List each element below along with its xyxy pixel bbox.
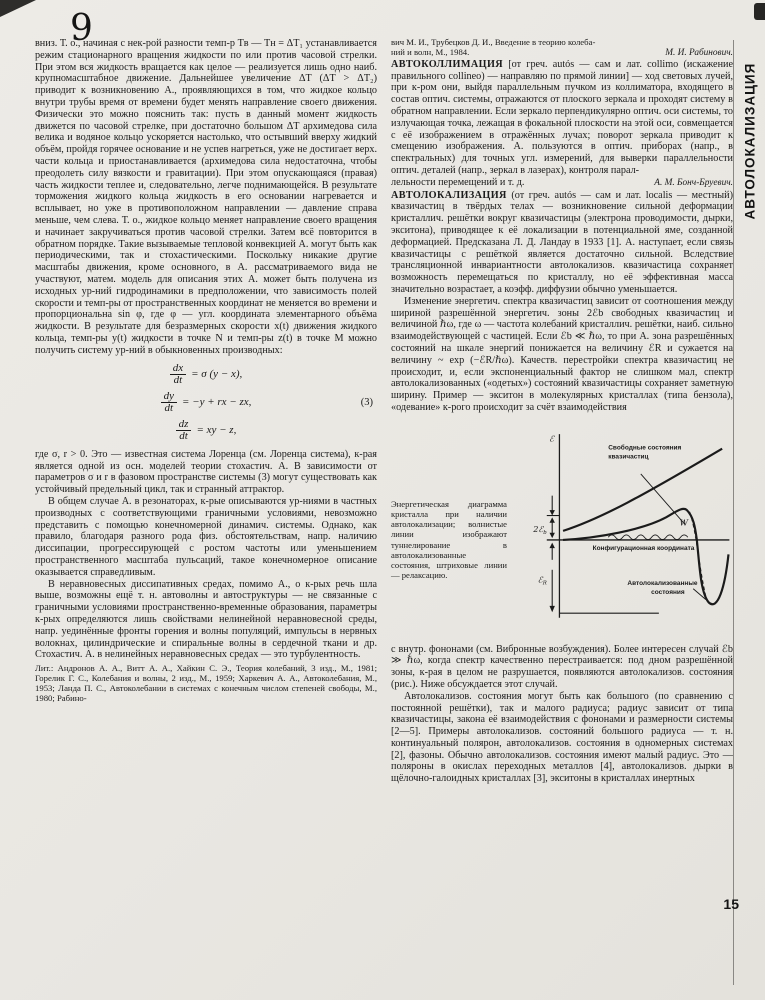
denominator: dt <box>164 402 174 415</box>
entry-tail-text: лельности перемещений и т. д. <box>391 176 525 188</box>
equation-rhs: = −y + rx − zx, <box>181 395 252 408</box>
free-states-curve <box>563 448 722 530</box>
equation-row-3 <box>35 419 377 443</box>
autolocalized-potential-curve <box>563 509 728 604</box>
autolocalized-label-line1: Автолокализованные <box>627 579 698 587</box>
arrowhead <box>549 542 554 547</box>
denominator: dt <box>179 430 188 443</box>
equation-number: (3) <box>360 396 373 408</box>
equation-row-1 <box>35 363 377 387</box>
arrowhead <box>549 510 554 515</box>
scan-artifact-top-left <box>0 0 36 17</box>
margin-running-title: АВТОЛОКАЛИЗАЦИЯ <box>742 62 758 220</box>
paragraph-autowaves: В неравновесных диссипативных средах, помимо А., о к-рых речь шла выше, возможны ещё т. н. автоволны и автоструктуры — не связанные с граничными условиями пространственно-временные образования, параметры к-рых определяются лишь свойствами нелинейной неравновесной среды, напр. уединённые фронты горения и волны популяций, импульсы в нервных волокнах, цилиндрические и спиральные волны в сердечной ткани и др. Стохастич. А. в нелинейных неравновесных средах — это турбулентность. <box>35 578 377 661</box>
literature-continuation-line2 <box>391 48 733 59</box>
right-column <box>391 38 733 785</box>
entry-body-autocollimation: [от греч. autós — сам и лат. collimo (искажение правильного collineo) — направляю по прямой линии] — ход световых лучей, при к-ром они, выйдя параллельным пучком из коллиматора, входящего в состав оптич. системы, отражаются от плоского зеркала и проходят систему в обратном направлении. Если зеркало перпендикулярно оптич. оси системы, то излучающая точка, лежащая в фокальной плоскости на этой оси, совмещается с её изображением в отражённых лучах; поворот зеркала приводит к смещению изображения. А. пользуются в оптич. приборах (напр., в спектральных) для точных угл. измерений, для выверки параллельности оптич. деталей (напр., зеркал в лазерах), контроля парал- <box>391 58 733 176</box>
y-axis-label: ℰ <box>549 433 555 444</box>
entry-headword-autocollimation: АВТОКОЛЛИМАЦИЯ <box>391 58 504 70</box>
figure-art <box>507 424 733 640</box>
paragraph-resonators: В общем случае А. в резонаторах, к-рые описываются ур-ниями в частных производных с соответствующими граничными условиями, невозможно представить с помощью конечномерной динамич. системы. Однако, как правило, благодаря разного рода физ. обстоятельствам, напр. наличию диссипации, прогрессирующей с ростом частоты или уменьшением пространственного масштаба пульсаций, такое конечномерное описание оказывается справедливым. <box>35 495 377 578</box>
paragraph-lorenz-system: где σ, r > 0. Это — известная система Лоренца (см. Лоренца система), к-рая является одной из осн. моделей теории стохастич. А. В зависимости от параметров σ и r в фазовом пространстве системы (3) могут существовать как устойчивый предельный цикл, так и странный аттрактор. <box>35 448 377 496</box>
paragraph-phonons: с внутр. фононами (см. Вибронные возбуждения). Более интересен случай ℰb ≫ ℏω, когда спектр качественно перестраивается: под дном разрешённой зоны, к-рая в целом не разрушается, появляются автолокализов. состояния (рис.). Ниже обсуждается этот случай. <box>391 643 733 690</box>
numerator: dy <box>161 391 177 404</box>
author-byline-bonch-bruevich: А. М. Бонч-Бруевич. <box>654 177 733 188</box>
relaxation-dashed-line <box>690 512 707 601</box>
band-width-label <box>532 524 547 536</box>
numerator: dx <box>170 363 186 376</box>
entry-autocollimation-lastline <box>391 177 733 190</box>
entry-autolocalization <box>391 190 733 296</box>
arrowhead <box>549 517 554 522</box>
entry-headword-autolocalization: АВТОЛОКАЛИЗАЦИЯ <box>391 189 507 201</box>
band-width-label-sub: b <box>543 529 547 536</box>
page-folio: 9 <box>70 8 93 49</box>
literature-continuation-line1: вич М. И., Трубецков Д. И., Введение в теорию колеба- <box>391 37 596 47</box>
free-states-label-line2: квазичастиц <box>608 453 649 461</box>
left-column <box>35 38 377 785</box>
entry-autocollimation <box>391 59 733 177</box>
scan-artifact-top-right <box>754 3 765 20</box>
equation-row-2 <box>35 391 377 415</box>
energy-diagram-svg <box>507 424 733 636</box>
energy-diagram-figure <box>391 424 733 640</box>
entry-body-autolocalization-p1: (от греч. autós — сам и лат. localis — местный) квазичастиц в твёрдых телах — возникновение сильной деформации кристаллич. решётки вокруг квазичастицы (электрона проводимости, дырки, экситона), приводящее к её локализации в потенциальной яме, созданной деформацией. Предсказана Л. Д. Ландау в 1933 [1]. А. наступает, если связь квазичастицы с решёткой является достаточно сильной. Вследствие трансляционной инвариантности автолокализов. квазичастица сохраняет возможность перемещаться по кристаллу, но её эффективная масса значительно возрастает, а коэфф. диффузии обычно уменьшается. <box>391 189 734 295</box>
equation-rhs: = σ (y − x), <box>191 367 243 380</box>
tunneling-wavy-line <box>608 535 688 540</box>
lorenz-equations <box>35 363 377 443</box>
barrier-label: W <box>679 517 689 528</box>
relaxation-energy-label-sub: R <box>542 580 547 587</box>
relaxation-energy-label-main: ℰ <box>537 574 543 585</box>
figure-caption: Энергетическая диаграмма кристалла при наличии автолокализации; волнистые линии изображают туннелирование в автолокализованные состояния, штриховые линии — релаксацию. <box>391 498 507 581</box>
author-byline-rabinovich: М. И. Рабинович. <box>665 47 733 58</box>
margin-rule <box>733 40 734 985</box>
fraction <box>176 419 192 443</box>
relaxation-energy-label <box>538 574 547 586</box>
fraction <box>170 363 186 387</box>
arrowhead <box>549 606 554 612</box>
denominator: dt <box>173 374 183 387</box>
paragraph-convection: вниз. Т. о., начиная с нек-рой разности темп-р Tв — Tн = ΔT₁ устанавливается режим стационарного вращения жидкости по или против часовой стрелки. При этом вся жидкость вращается как целое — реализуется лишь одно наиб. крупномасштабное движение. Дальнейшее увеличение ΔT (ΔT > ΔT₂) приводит к возникновению А., проявляющихся в том, что жидкое кольцо внутри трубы время от времени будет менять направление своего движения. Физически это можно пояснить так: пусть в данный момент жидкость движется по часовой стрелке, при достаточно большом ΔT архимедова сила велика и водяное кольцо ускоряется настолько, что остывший вверху жидкий объём, пройдя горячее основание и не успев нагреться, уже не достигает верх. части кольца и приостанавливается (архимедова сила недостаточна, чтобы преодолеть силу вязкости и гравитации). При этом опускающаяся (правая) часть жидкости теплее и, следовательно, легче поднимающейся. В результате торможения жидкого кольца жидкость в его основании нагревается и всплывает, но уже в противоположном направлении — давление справа меньше, чем слева. Т. о., жидкое кольцо меняет направление своего вращения и начинает закручиваться против часовой стрелки. Затем всё повторится в обратном порядке. Такие вызываемые тепловой конвекцией А. могут быть как периодическими, так и стохастическими. Поскольку никакие другие масштабы движения, кроме основного, в А. рассматриваемого вида не участвуют, матем. модель для описания этих А. может быть получена из исходных ур-ний гидродинамики в предположении, что зависимость полей скорости и темп-ры от пространственных координат не меняется во времени и пропорциональна sin φ, где φ — угл. координата элементарного объёма жидкости. В результате для безразмерных скорости x(t) движения жидкого кольца, темп-ры y(t) жидкости в точке N и темп-ры z(t) в точке M можно получить систему ур-ний в обыкновенных производных: <box>35 38 377 356</box>
literature-text: ний и волн, М., 1984. <box>391 46 470 57</box>
autolocalized-label-line2: состояния <box>651 588 685 596</box>
free-states-label-line1: Свободные состояния <box>608 444 682 452</box>
band-width-label-main: 2ℰ <box>533 523 544 534</box>
equation-rhs: = xy − z, <box>196 423 237 436</box>
page-number: 15 <box>723 896 739 912</box>
numerator: dz <box>176 419 192 432</box>
literature-list: Лит.: Андронов А. А., Витт А. А., Хайкин С. Э., Теория колебаний, 3 изд., М., 1981; Горелик Г. С., Колебания и волны, 2 изд., М., 1959; Харкевич А. А., Автоколебания, М., 1953; Ланда П. С., Автоколебании в системах с конечным числом степеней свободы, М., 1980; Рабино- <box>35 663 377 703</box>
text-columns <box>35 38 733 785</box>
fraction <box>161 391 177 415</box>
x-axis-label: Конфигурационная координата <box>592 544 695 552</box>
label-leader-line <box>641 474 685 525</box>
paragraph-spectrum-change: Изменение энергетич. спектра квазичастиц зависит от соотношения между шириной разрешённой энергетич. зоны 2ℰb свободных квазичастиц и величиной ℏω, где ω — частота колебаний кристаллич. решётки, наиб. сильно взаимодействующей с частицей. Если ℰb ≪ ℏω, то при А. зона разрешённых состояний на шкале энергий понижается на величину ℰR и сужается на величину ~ exp (−ℰR/ℏω). Качеств. перестройки спектра квазичастиц не происходит, и, если экспоненциальный фактор не слишком мал, спектр автолокализованных («одетых») состояний квазичастицы сохраняет заметную ширину. Пример — экситон в молекулярных кристаллах (типа бензола), «одевание» к-рого происходит за счёт взаимодействия <box>391 295 733 413</box>
arrowhead <box>549 532 554 537</box>
paragraph-radius: Автолокализов. состояния могут быть как большого (по сравнению с постоянной решётки), так и малого радиуса; радиус зависит от типа квазичастицы, закона её взаимодействия с фононами и размерности системы [2—5]. Примеры автолокализов. состояний большого радиуса — т. н. континуальный полярон, автолокализов. состояния в одномерных системах [2], фазоны. Обычно автолокализов. состояния имеют малый радиус. Это — поляроны в окислах переходных металлов [4], автолокализов. дырки в щёлочно-галоидных кристаллах [3], экситоны в кристаллах инертных <box>391 690 733 785</box>
